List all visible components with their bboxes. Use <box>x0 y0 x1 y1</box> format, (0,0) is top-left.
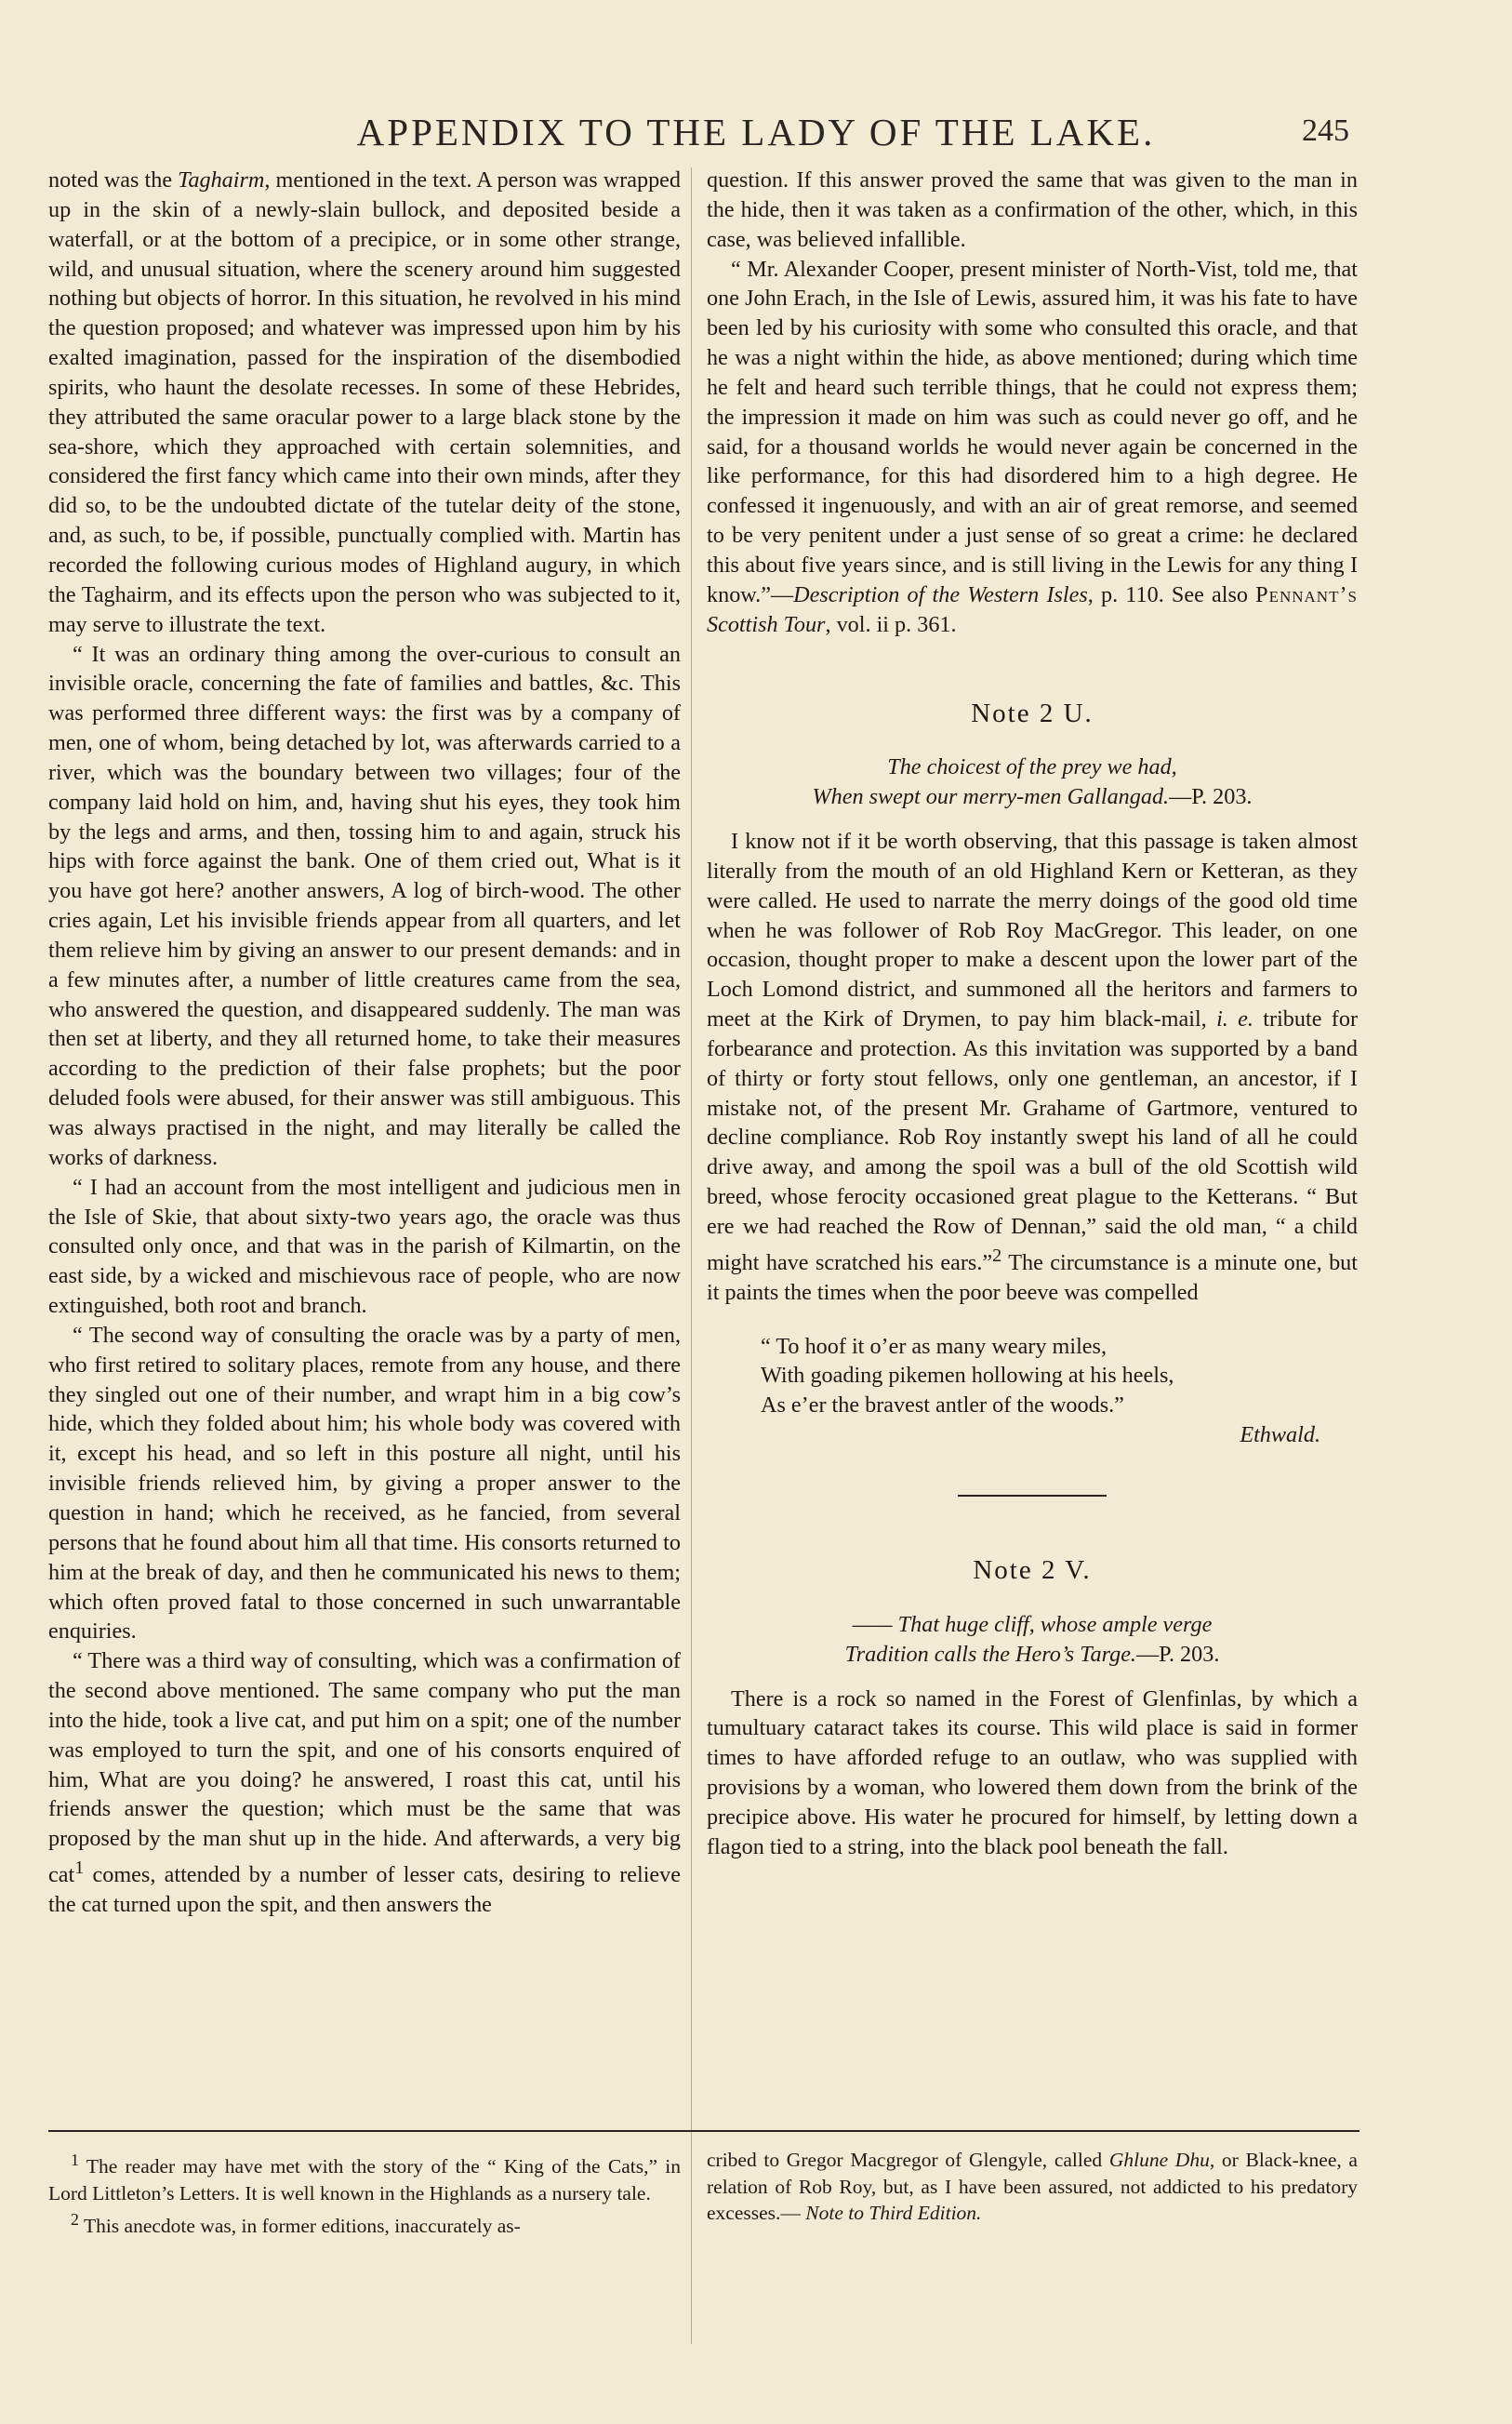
page-header <box>0 110 1512 156</box>
footnote-ref-2: 2 <box>992 1245 1002 1266</box>
paragraph-skie-account: “ I had an account from the most intelligent and judicious men in the Isle of Skie, that about sixty-two years ago, the oracle was thus consulted only once, and that was in the parish of Kilmartin, on the east side, by a wicked and mischievous race of people, who are now extinguished, both root and branch. <box>48 1174 681 1319</box>
column-divider <box>691 167 692 2344</box>
footnote-2-continued: cribed to Gregor Macgregor of Glengyle, called Ghlune Dhu, or Black-knee, a relation of Rob Roy, but, as I have been assured, not addicted to his predatory excesses.— Note to Third Edition. <box>707 2149 1358 2224</box>
right-column <box>707 166 1358 1862</box>
footnote-ref-1: 1 <box>74 1858 85 1879</box>
paragraph-second-way: “ The second way of consulting the oracle was by a party of men, who first retired to solitary places, remote from any house, and there they singled out one of their number, and wrapt him in a big cow’s hide, which they folded about him; his whole body was covered with it, except his head, and so left in this posture all night, until his invisible friends relieved him, by giving a proper answer to the question in hand; which he received, as he fancied, from several persons that he found about him all that time. His consorts returned to him at the break of day, and then he communicated his news to them; which often proved fatal to those concerned in such unwarrantable enquiries. <box>48 1322 681 1645</box>
note-2u-heading: Note 2 U. <box>971 698 1094 728</box>
paragraph-heros-targe: There is a rock so named in the Forest of Glenfinlas, by which a tumultuary cataract takes its course. This wild place is said in former times to have afforded refuge to an outlaw, who was supplied with provisions by a woman, who lowered them down from the brink of the precipice above. His water he procured for himself, by letting down a flagon tied to a string, into the black pool beneath the fall. <box>707 1685 1358 1859</box>
paragraph-cooper: “ Mr. Alexander Cooper, present minister of North-Vist, told me, that one John Erach, in the Isle of Lewis, assured him, it was his fate to have been led by his curiosity with some who consulted this oracle, and that he was a night within the hide, as above mentioned; during which time he felt and heard such terrible things, that he could not express them; the impression it made on him was such as could never go off, and he said, for a thousand worlds he would never again be concerned in the like performance, for this had disordered him to a high degree. He confessed it ingenuously, and with an air of great remorse, and seemed to be very penitent under a just sense of so great a crime: he declared this about five years since, and is still living in the Lewis for any thing I know.”—Description of the Western Isles, p. 110. See also Pennant’s Scottish Tour, vol. ii p. 361. <box>707 256 1358 637</box>
note-2u-epigraph: The choicest of the prey we had, When swept our merry-men Gallangad.—P. 203. <box>812 754 1253 810</box>
verse-source: Ethwald. <box>1240 1422 1320 1448</box>
paragraph-third-way: “ There was a third way of consulting, which was a confirmation of the second above mentioned. The same company who put the man into the hide, took a live cat, and put him on a spit; one of the number was employed to turn the spit, and one of his consorts enquired of him, What are you doing? he answered, I roast this cat, until his friends answer the question; which must be the same that was proposed by the man shut up in the hide. And afterwards, a very big cat$^1$ comes, attended by a number of lesser cats, desiring to relieve the cat turned upon the spit, and then answers the <box>48 1648 681 1917</box>
note-2v-heading: Note 2 V. <box>973 1554 1092 1585</box>
paragraph-first-way: “ It was an ordinary thing among the over-curious to consult an invisible oracle, concerning the fate of families and battles, &c. This was performed three different ways: the first was by a company of men, one of whom, being detached by lot, was afterwards carried to a river, which was the boundary between two villages; four of the company laid hold on him, and, having shut his eyes, they took him by the legs and arms, and then, tossing him to and again, struck his hips with force against the bank. One of them cried out, What is it you have got here? another answers, A log of birch-wood. The other cries again, Let his invisible friends appear from all quarters, and let them relieve him by giving an answer to our present demands: and in a few minutes after, a number of little creatures came from the sea, who answered the question, and disappeared suddenly. The man was then set at liberty, and they all returned home, to take their measures according to the prediction of their false prophets; but the poor deluded fools were abused, for their answer was still ambiguous. This was always practised in the night, and may literally be called the works of darkness. <box>48 641 681 1170</box>
section-separator <box>958 1495 1107 1497</box>
paragraph-rob-roy: I know not if it be worth observing, that this passage is taken almost literally from the mouth of an old Highland Kern or Ketteran, as they were called. He used to narrate the merry doings of the good old time when he was follower of Rob Roy MacGregor. This leader, on one occasion, thought proper to make a descent upon the lower part of the Loch Lomond district, and summoned all the heritors and farmers to meet at the Kirk of Drymen, to pay him black-mail, i. e. tribute for forbearance and protection. As this invitation was supported by a band of thirty or forty stout fellows, only one gentleman, an ancestor, if I mistake not, of the present Mr. Grahame of Gartmore, ventured to decline compliance. Rob Roy instantly swept his land of all he could drive away, and among the spoil was a bull of the old Scottish wild breed, whose ferocity occasioned great plague to the Ketterans. “ But ere we had reached the Row of Dennan,” said the old man, “ a child might have scratched his ears.”$^2$ The circumstance is a minute one, but it paints the times when the poor beeve was compelled <box>707 829 1358 1305</box>
footnote-1: $^1$ The reader may have met with the story of the “ King of the Cats,” in Lord Littleton’s Letters. It is well known in the Highlands as a nursery tale. <box>48 2151 681 2204</box>
verse-quotation: “ To hoof it o’er as many weary miles, With goading pikemen hollowing at his heels, As e’er the bravest antler of the woods.” Ethwald. <box>761 1332 1358 1450</box>
taghairm-term: Taghairm <box>178 167 265 193</box>
paragraph-question: question. If this answer proved the same that was given to the man in the hide, then it was taken as a confirmation of the other, which, in this case, was believed infallible. <box>707 167 1358 252</box>
left-column <box>48 166 681 1920</box>
paragraph-taghairm: noted was the Taghairm, mentioned in the text. A person was wrapped up in the skin of a newly-slain bullock, and deposited beside a waterfall, or at the bottom of a precipice, or in some other strange, wild, and unusual situation, where the scenery around him suggested nothing but objects of horror. In this situation, he revolved in his mind the question proposed; and whatever was impressed upon him by his exalted imagination, passed for the inspiration of the disembodied spirits, who haunt the desolate recesses. In some of these Hebrides, they attributed the same oracular power to a large black stone by the sea-shore, which they approached with certain solemnities, and considered the first fancy which came into their own minds, after they did so, to be the undoubted dictate of the tutelar deity of the stone, and, as such, to be, if possible, punctually complied with. Martin has recorded the following curious modes of Highland augury, in which the Taghairm, and its effects upon the person who was subjected to it, may serve to illustrate the text. <box>48 167 682 637</box>
note-2v-epigraph: —— That huge cliff, whose ample verge Tradition calls the Hero’s Targe.—P. 203. <box>844 1611 1220 1667</box>
footnote-rule <box>48 2130 1359 2132</box>
footnotes-left <box>48 2147 681 2240</box>
page-number: 245 <box>1302 113 1349 148</box>
footnotes-right <box>707 2147 1358 2227</box>
running-title: APPENDIX TO THE LADY OF THE LAKE. <box>356 111 1156 153</box>
footnote-2-start: $^2$ This anecdote was, in former editions, inaccurately as- <box>71 2210 521 2238</box>
